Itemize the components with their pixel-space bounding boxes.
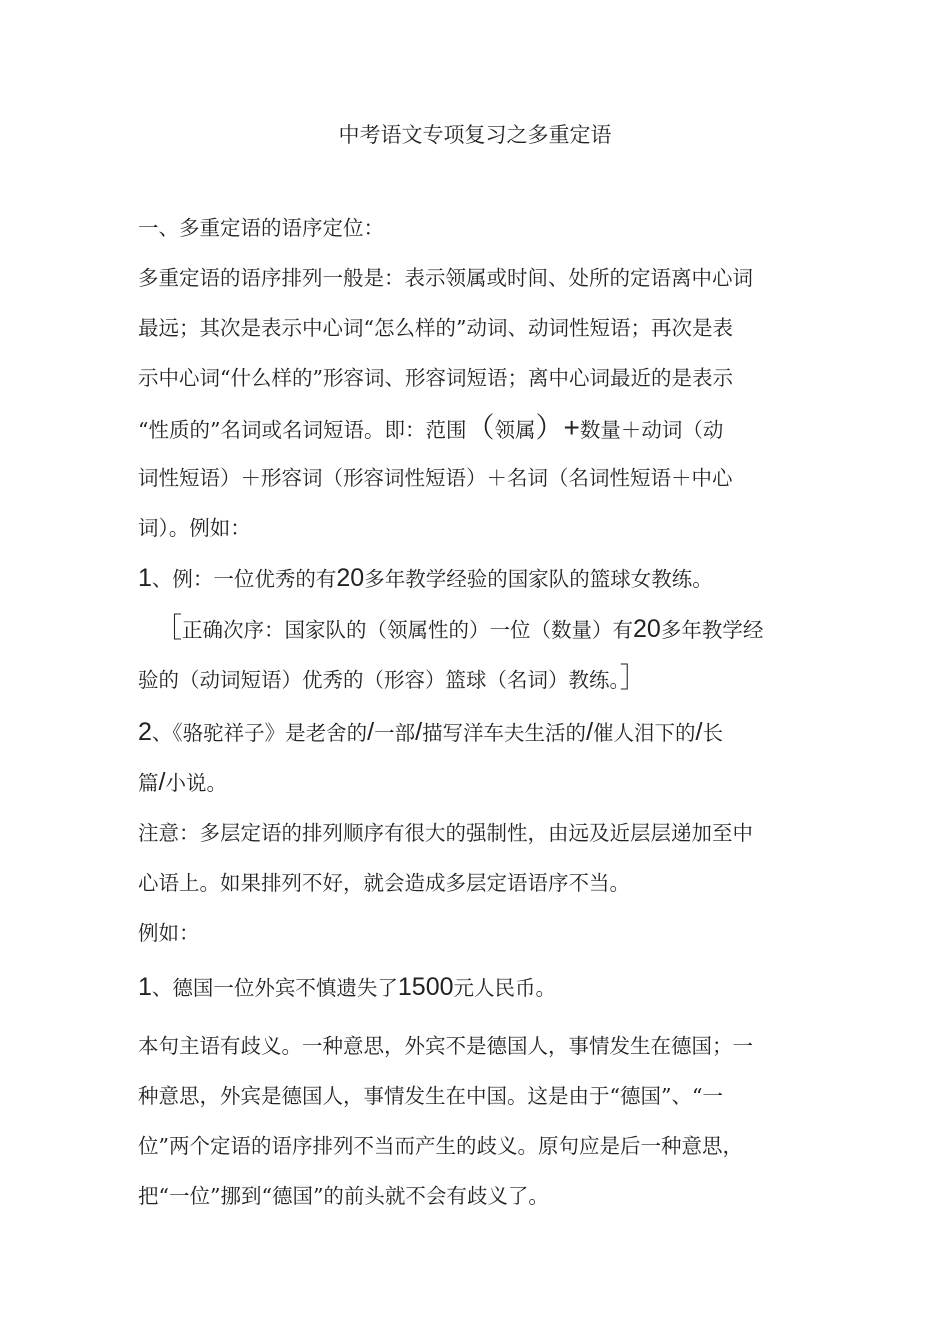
rule-line-6: 词）。例如：	[138, 516, 251, 540]
plus-sign: +	[563, 412, 580, 443]
rule-line-4-text: “性质的”名词或名词短语。即：范围	[138, 418, 467, 442]
rule-line-5: 词性短语）＋形容词（形容词性短语）＋名词（名词性短语＋中心	[138, 466, 733, 490]
example-2-text-a: 、《骆驼祥子》是老舍的	[151, 721, 368, 745]
slash: /	[586, 718, 594, 746]
correct-order-number-20: 20	[633, 615, 661, 643]
analysis-line-3: 位”两个定语的语序排列不当而产生的歧义。原句应是后一种意思，	[138, 1134, 743, 1158]
analysis-line-2: 种意思，外宾是德国人，事情发生在中国。这是由于“德国”、“一	[138, 1084, 723, 1108]
example-2-text-d: 催人泪下的	[593, 721, 696, 745]
example-3	[138, 962, 818, 1012]
example-3-text-b: 元人民币。	[453, 976, 557, 1000]
note-line-1: 注意：多层定语的排列顺序有很大的强制性，由远及近层层递加至中	[138, 821, 753, 845]
example-3-number: 1	[138, 973, 152, 1001]
slash: /	[695, 718, 703, 746]
analysis-paragraph	[138, 1021, 818, 1221]
example-2-text-g: 小说。	[165, 771, 227, 795]
example-1-line	[138, 553, 818, 603]
example-1-text-a: 、例：一位优秀的有	[151, 567, 337, 591]
note-paragraph	[138, 808, 818, 958]
correct-order-text-c: 验的（动词短语）优秀的（形容）篮球（名词）教练。	[138, 668, 620, 692]
example-2-text-f: 篇	[138, 771, 159, 795]
example-3-text-a: 、德国一位外宾不慎遗失了	[151, 976, 398, 1000]
slash: /	[415, 718, 423, 746]
correct-order-line-1	[138, 603, 818, 653]
example-1-number-20: 20	[336, 564, 365, 592]
analysis-line-4: 把“一位”挪到“德国”的前头就不会有歧义了。	[138, 1184, 549, 1208]
section-rule	[138, 203, 818, 553]
close-paren: ）	[535, 412, 564, 443]
example-2-number: 2	[138, 718, 152, 746]
note-line-2: 心语上。如果排列不好，就会造成多层定语语序不当。	[138, 871, 630, 895]
correct-order-text-b: 多年教学经	[660, 618, 764, 642]
note-line-3: 例如：	[138, 921, 200, 945]
rule-line-2: 最远；其次是表示中心词“怎么样的”动词、动词性短语；再次是表	[138, 316, 733, 340]
slash: /	[158, 768, 166, 796]
rule-line-4-rest: 数量＋动词（动	[579, 418, 724, 442]
open-bracket: ［	[154, 612, 183, 643]
example-2-line-2	[138, 757, 818, 807]
example-2-text-b: 一部	[374, 721, 416, 745]
example-1	[138, 553, 818, 703]
close-bracket: ］	[619, 662, 648, 693]
open-paren: （	[466, 412, 495, 443]
rule-line-4-scope: 领属	[494, 418, 536, 442]
example-1-text-b: 多年教学经验的国家队的篮球女教练。	[364, 567, 713, 591]
example-2-line-1	[138, 707, 818, 757]
example-2	[138, 707, 818, 807]
example-2-text-c: 描写洋车夫生活的	[422, 721, 587, 745]
rule-line-3: 示中心词“什么样的”形容词、形容词短语；离中心词最近的是表示	[138, 366, 733, 390]
example-3-line	[138, 962, 818, 1012]
correct-order-text-a: 正确次序：国家队的（领属性的）一位（数量）有	[182, 618, 634, 642]
page-title: 中考语文专项复习之多重定语	[338, 123, 612, 147]
section-heading: 一、多重定语的语序定位：	[138, 216, 384, 240]
example-3-number-1500: 1500	[397, 973, 454, 1001]
slash: /	[367, 718, 375, 746]
rule-line-4	[138, 403, 818, 453]
analysis-line-1: 本句主语有歧义。一种意思，外宾不是德国人，事情发生在德国；一	[138, 1034, 753, 1058]
example-2-text-e: 长	[702, 721, 723, 745]
example-1-number: 1	[138, 564, 152, 592]
rule-line-1: 多重定语的语序排列一般是：表示领属或时间、处所的定语离中心词	[138, 266, 753, 290]
correct-order-line-2	[138, 653, 818, 703]
